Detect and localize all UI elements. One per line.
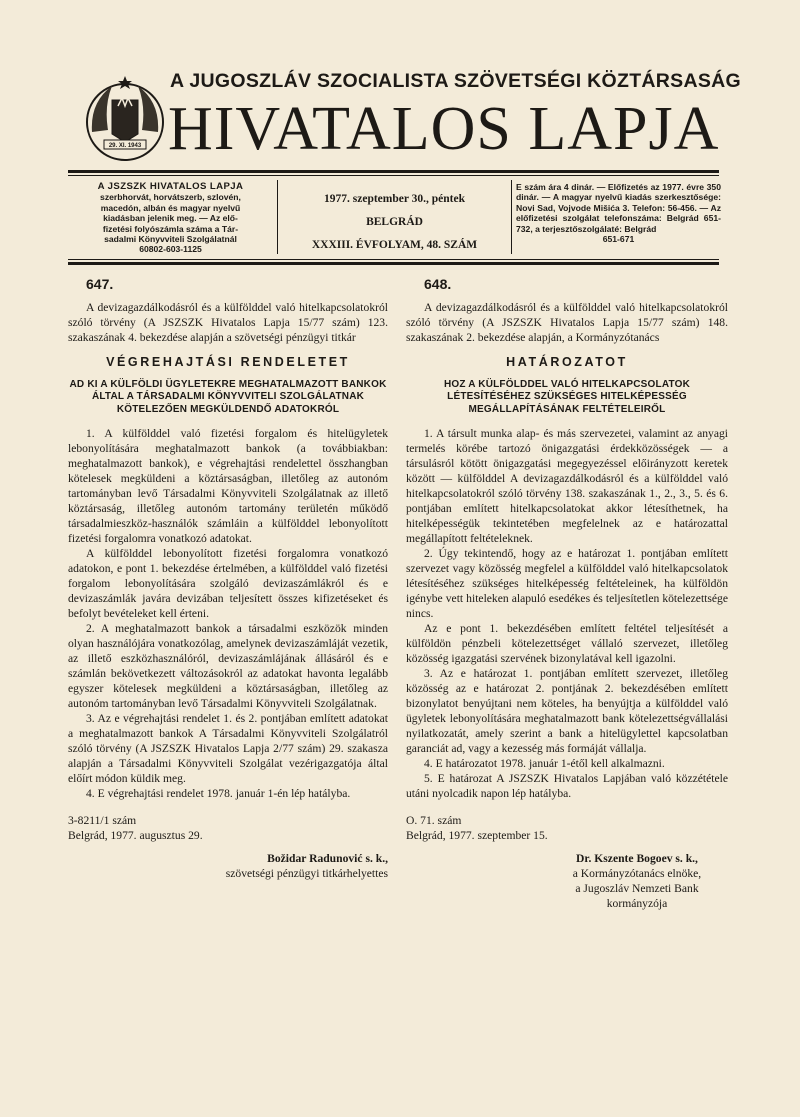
article-paragraph: 4. E végrehajtási rendelet 1978. január 1-én lép hatályba.: [86, 787, 351, 801]
signer-name-text: Dr. Kszente Bogoev s. k.,: [576, 852, 698, 866]
publication-info-line: A JSZSZK HIVATALOS LAPJA: [97, 181, 244, 192]
article-number: 647.: [86, 276, 114, 292]
coat-of-arms-icon: [82, 72, 168, 164]
header-rule: [68, 259, 719, 260]
article-paragraph: 4. E határozatot 1978. január 1-étől kell alkalmazni.: [424, 757, 665, 771]
subscription-phone: 651-671: [602, 234, 635, 245]
place-date: Belgrád, 1977. augusztus 29.: [68, 829, 203, 843]
article-paragraph: 3. Az e határozat 1. pontjában említett szervezet, illetőleg közösség az e határozat 2. pontjának 2. bekezdésében említett bizonylatot benyújtani nem köteles, ha benyújtja a külfölddel való ügyletek lebonyolítására meghatalmazott bank kötelezettségvállalási nyilatkozatát, amely szerint a bank a hitelügylettel kapcsolatban garanciát ad, vagy a kezesség más formáját vállalja.: [406, 667, 728, 756]
subscription-text: E szám ára 4 dinár. — Előfizetés az 1977. évre 350 dinár. — A magyar nyelvű kiadás szerkesztősége: Novi Sad, Vojvode Mišića 3. Telefon: 56-456. — Az előfizetési szolgálat telefonszáma: Belgrád 651-732, a terjesztőszolgálaté: Belgrád: [516, 182, 721, 234]
signature-block: [406, 813, 728, 911]
header-divider: [511, 180, 512, 254]
reference-number: 3-8211/1 szám: [68, 814, 137, 828]
act-subtitle: HOZ A KÜLFÖLDDEL VALÓ HITELKAPCSOLATOK LÉTESÍTÉSÉHEZ SZÜKSÉGES HITELKÉPESSÉG MEGÁLLAPÍTÁSÁNAK FELTÉTELEIRŐL: [443, 379, 691, 415]
header-rule: [68, 262, 719, 265]
act-title: HATÁROZATOT: [506, 355, 628, 369]
header-rule: [68, 175, 719, 176]
publication-info-line: sadalmi Könyvviteli Szolgálatnál: [104, 234, 237, 245]
masthead-title: HIVATALOS LAPJA: [168, 95, 720, 163]
article-number: 648.: [424, 276, 452, 292]
issue-info: [282, 188, 507, 257]
header-rule: [68, 170, 719, 173]
header-divider: [277, 180, 278, 254]
article-paragraph: 3. Az e végrehajtási rendelet 1. és 2. pontjában említett adatokat a meghatalmazott bankok A Társadalmi Könyvviteli Szolgálatról szóló törvény (A JSZSZK Hivatalos Lapja 2/77 szám) 29. szakasza alapján a Társadalmi Könyvviteli Szolgálat vezérigazgatója által előírt módon küldik meg.: [68, 712, 388, 786]
signer-title: a Kormányzótanács elnöke,: [572, 867, 702, 881]
signer-name-text: Božidar Radunović s. k.,: [267, 852, 388, 866]
emblem-date: 29. XI. 1943: [108, 143, 142, 149]
article-paragraph: 2. Úgy tekintendő, hogy az e határozat 1. pontjában említett szervezet vagy közösség megfelel a külfölddel való hitelkapcsolatok létesítéséhez szükséges hitelképesség feltételeinek, ha külföldön igénybe vett hiteleken alapuló esedékes és teljesítetlen kötelezettsége nincs.: [406, 547, 728, 621]
signer-name: [68, 851, 388, 866]
signer-title: szövetségi pénzügyi titkárhelyettes: [225, 867, 388, 881]
act-title: VÉGREHAJTÁSI RENDELETET: [106, 355, 350, 369]
signer-title: a Jugoszláv Nemzeti Bank: [575, 882, 699, 896]
subscription-info: [516, 182, 721, 244]
publication-info-line: szerbhorvát, horvátszerb, szlovén,: [100, 192, 241, 203]
article-paragraph: 1. A társult munka alap- és más szervezetei, valamint az anyagi termelés körébe tartozó önigazgatási érdekközösségek — a társulásról kötött önigazgatási megegyezéssel előirányzott keretek között — külfölddel A devizagazdálkodásról és a külfölddel való hitelkapcsolatokról szóló törvény 138. szakaszának 1., 2., 3., 5. és 6. pontjában említett hitelkapcsolatokat akkor létesíthetnek, ha hitelképességük tekintetében megfelelnek az e határozattal megállapított feltételeknek.: [406, 427, 728, 546]
article-paragraph: 2. A meghatalmazott bankok a társadalmi eszközök minden olyan használójára vonatkozólag, amelynek devizaszámláját vezetik, az illető eszközhasználóról, devizaszámlájának állásáról és e számlán bekövetkezett változásokról az adatokat havonta legalább egyszer kötelesek megküldeni a köztársaságban, illetőleg az autonóm tartományban levő Társadalmi Könyvviteli Szolgálatnak.: [68, 622, 388, 711]
article-paragraph: A külfölddel lebonyolított fizetési forgalomra vonatkozó adatokon, e pont 1. bekezdése értelmében, a külfölddel való fizetési forgalom lebonyolítására szolgáló devizaszámlákról és e devizaszámlák javára devizában teljesített összes kifizetéseket és befolyt bevételeket kell érteni.: [68, 547, 388, 621]
publication-info-line: fizetési folyószámla száma a Tár-: [102, 223, 239, 234]
publication-info-line: kiadásban jelenik meg. — Az elő-: [103, 213, 238, 224]
issue-date: 1977. szeptember 30., péntek: [324, 193, 465, 205]
publication-info-line: macedón, albán és magyar nyelvű: [100, 202, 241, 213]
masthead-supertitle: A JUGOSZLÁV SZOCIALISTA SZÖVETSÉGI KÖZTÁRSASÁG: [170, 70, 742, 92]
issue-volume: XXXIII. ÉVFOLYAM, 48. SZÁM: [311, 239, 478, 251]
article-647: [68, 277, 388, 881]
issue-city: BELGRÁD: [366, 216, 423, 228]
place-date: Belgrád, 1977. szeptember 15.: [406, 829, 548, 843]
signer-title: kormányzója: [606, 897, 668, 911]
article-paragraph: 1. A külfölddel való fizetési forgalom és hitelügyletek lebonyolítására meghatalmazott bankok (a továbbiakban: meghatalmazott bankok), e végrehajtási rendelettel összhangban kötelesek megküldeni a köztársaságban, illetőleg az autonóm tartományban levő Társadalmi Könyvviteli Szolgálatnak az illető köztársaság, illetőleg autonóm tartomány területén működő társadalmieszköz-használók számláin a külfölddel lebonyolított fizetési forgalomra vonatkozó adatokat.: [68, 427, 388, 546]
act-subtitle: AD KI A KÜLFÖLDI ÜGYLETEKRE MEGHATALMAZOTT BANKOK ÁLTAL A TÁRSADALMI KÖNYVVITELI SZOLGÁLATNAK KÖTELEZŐEN MEGKÜLDENDŐ ADATOKRÓL: [69, 379, 387, 415]
signature-block: [68, 813, 388, 881]
article-preamble: A devizagazdálkodásról és a külfölddel való hitelkapcsolatokról szóló törvény (A JSZSZK Hivatalos Lapja 15/77 szám) 148. szakaszának 2. bekezdése alapján, a Kormányzótanács: [406, 301, 728, 344]
article-paragraph: 5. E határozat A JSZSZK Hivatalos Lapjában való közzététele utáni nyolcadik napon lép hatályba.: [406, 772, 728, 801]
article-648: [406, 277, 728, 911]
publication-info-line: 60802-603-1125: [139, 244, 202, 255]
article-paragraph: Az e pont 1. bekezdésében említett feltétel teljesítését a külföldön pénzbeli kötelezettséget vállaló szervezet, illetőleg közösség igazgatási szervének bizonylatával kell igazolni.: [406, 622, 728, 666]
signer-name: [406, 851, 728, 866]
article-preamble: A devizagazdálkodásról és a külfölddel való hitelkapcsolatokról szóló törvény (A JSZSZK Hivatalos Lapja 15/77 szám) 123. szakaszának 4. bekezdése alapján a szövetségi pénzügyi titkár: [68, 301, 388, 344]
publication-info: [68, 182, 273, 255]
reference-number: O. 71. szám: [406, 814, 462, 828]
